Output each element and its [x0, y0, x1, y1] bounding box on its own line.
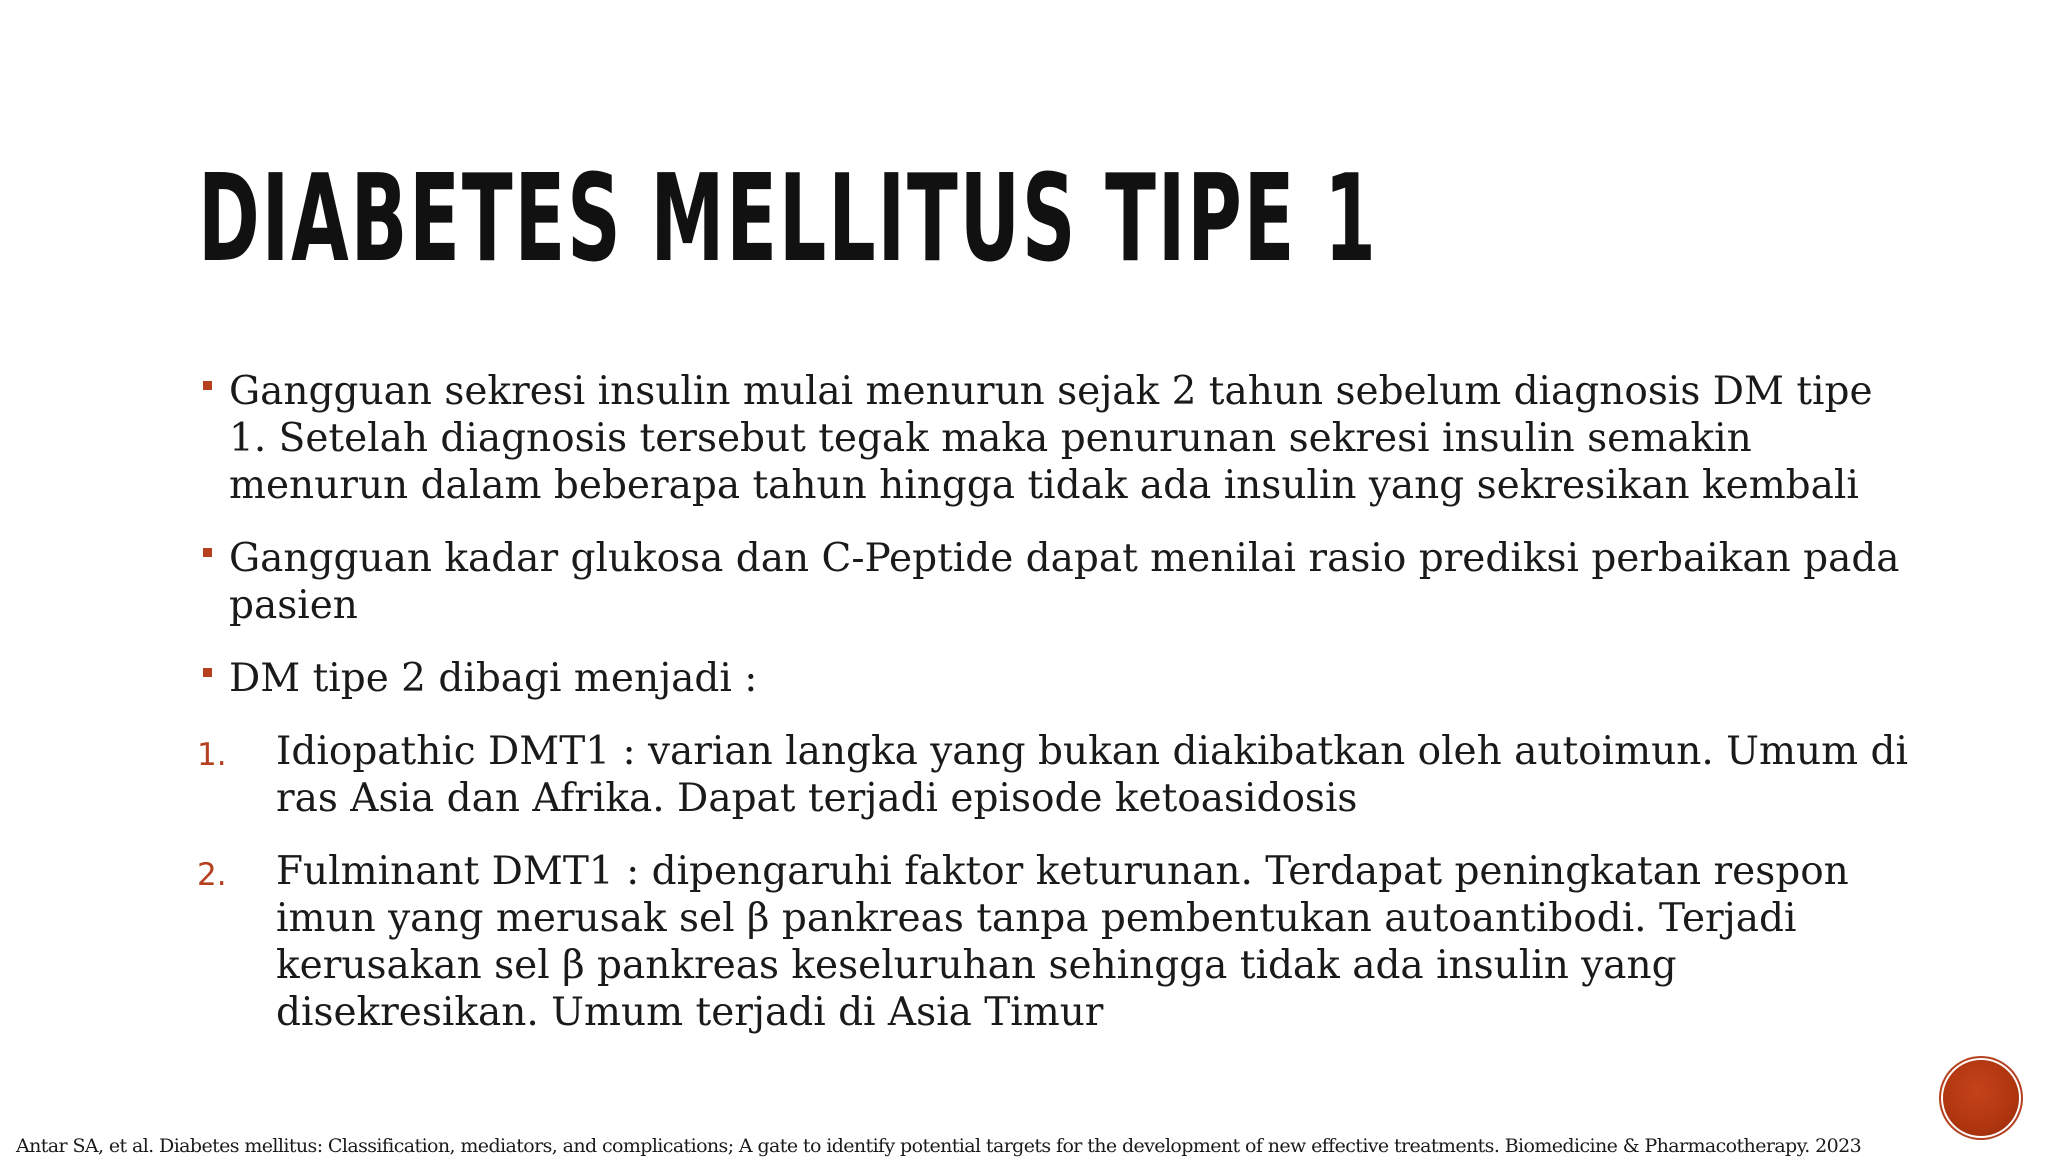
square-bullet-icon — [203, 381, 212, 390]
square-bullet-icon — [203, 668, 212, 677]
bullet-item — [195, 655, 1915, 702]
slide-content — [195, 368, 1915, 1062]
decorative-circle-icon — [1943, 1060, 2019, 1136]
list-number: 2. — [197, 857, 227, 893]
slide-title: DIABETES MELLITUS TIPE 1 — [198, 150, 1378, 289]
numbered-text: Fulminant DMT1 : dipengaruhi faktor keturunan. Terdapat peningkatan respon imun yang merusak sel β pankreas tanpa pembentukan autoantibodi. Terjadi kerusakan sel β pankreas keseluruhan sehingga tidak ada insulin yang disekresikan. Umum terjadi di Asia Timur — [276, 849, 1849, 1035]
square-bullet-icon — [203, 548, 212, 557]
bullet-item — [195, 535, 1915, 629]
numbered-text: Idiopathic DMT1 : varian langka yang bukan diakibatkan oleh autoimun. Umum di ras Asia dan Afrika. Dapat terjadi episode ketoasidosis — [276, 729, 1908, 821]
list-number: 1. — [197, 737, 227, 773]
citation-footer: Antar SA, et al. Diabetes mellitus: Classification, mediators, and complications; A gate to identify potential targets for the development of new effective treatments. Biomedicine & Pharmacotherapy. 2023 — [16, 1135, 1862, 1157]
numbered-item — [195, 848, 1915, 1036]
bullet-text: DM tipe 2 dibagi menjadi : — [229, 656, 758, 701]
bullet-item — [195, 368, 1915, 509]
bullet-text: Gangguan sekresi insulin mulai menurun sejak 2 tahun sebelum diagnosis DM tipe 1. Setelah diagnosis tersebut tegak maka penurunan sekresi insulin semakin menurun dalam beberapa tahun hingga tidak ada insulin yang sekresikan kembali — [229, 369, 1873, 508]
bullet-text: Gangguan kadar glukosa dan C-Peptide dapat menilai rasio prediksi perbaikan pada pasien — [229, 536, 1900, 628]
numbered-item — [195, 728, 1915, 822]
